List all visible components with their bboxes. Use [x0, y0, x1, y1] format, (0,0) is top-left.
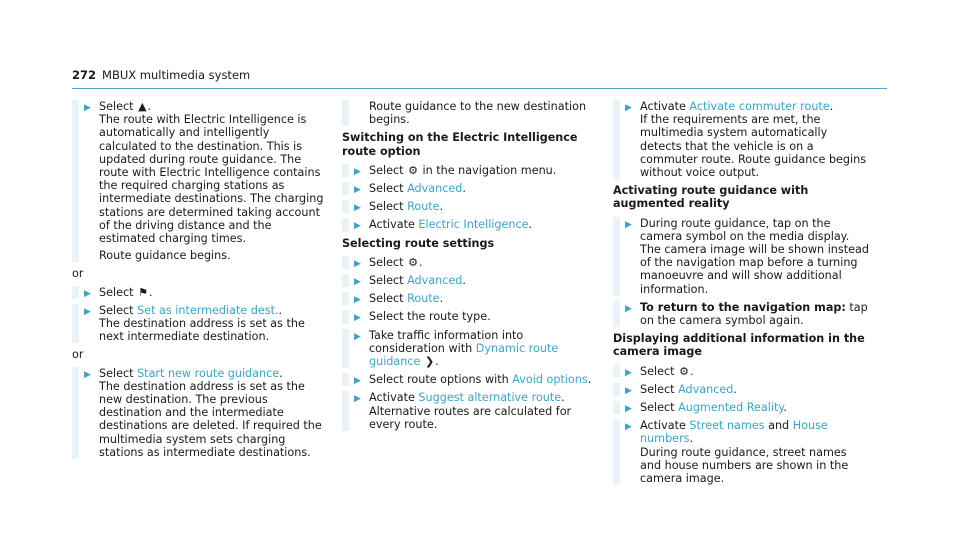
arrow-right-icon: ▶ — [84, 306, 91, 317]
column-1 — [72, 100, 330, 464]
chevron-right-icon: ❯ — [424, 355, 435, 369]
arrow-right-icon: ▶ — [625, 367, 632, 378]
section-heading: Selecting route settings — [342, 236, 495, 250]
arrow-right-icon: ▶ — [354, 376, 361, 387]
arrow-right-icon: ▶ — [354, 295, 361, 306]
step-block: ▶ Select ▲. The route with Electric Intelligence is automatically and intelligently calculated to the destination. This is updated during route guidance. The route with Electric Intelligence contains the required charging stations as intermediate destinations. The charging stations are determined taking account of the driving distance and the estimated charging times. Route guidance begins. — [72, 100, 330, 262]
arrow-right-icon: ▶ — [354, 203, 361, 214]
arrow-right-icon: ▶ — [625, 385, 632, 396]
header-rule — [72, 88, 887, 89]
or-text: or — [72, 348, 84, 362]
step-block: ▶ Select Start new route guidance. The destination address is set as the new destination. The previous destination and the intermediate destinations are deleted. If required the multimedia system sets charging stations as intermediate destinations. — [72, 367, 330, 459]
header-title: MBUX multimedia system — [102, 68, 251, 82]
step-block: ▶ Select Set as intermediate dest.. The destination address is set as the next intermediate destination. — [72, 304, 330, 344]
settings-gear-icon: ⚙ — [679, 364, 689, 378]
arrow-right-icon: ▶ — [354, 394, 361, 405]
arrow-right-icon: ▶ — [354, 313, 361, 324]
arrow-right-icon: ▶ — [625, 219, 632, 230]
destination-flag-icon: ⚑ — [138, 285, 148, 299]
arrow-right-icon: ▶ — [84, 103, 91, 113]
column-2: Route guidance to the new destination begins. Switching on the Electric Intelligence route option ▶ Select ⚙ in the navigation menu. ▶ Select Advanced. ▶ Select Route. ▶ Activate Electric Intelligence. Selecting route settings ▶ Select ⚙. ▶ Select Advanced. ▶ Select Route. ▶ Select the route type. ▶ Take traffic information into consideration with Dynamic route guidance ❯. ▶ Select route options with Avoid options. ▶ Activate Suggest alternative route. Alternative routes are calculated for every route. — [342, 100, 600, 436]
column-3: ▶ Activate Activate commuter route. If the requirements are met, the multimedia system automatically detects that the vehicle is on a commuter route. Route guidance begins without voice output. Activating route guidance with augmented reality ▶ During route guidance, tap on the camera symbol on the media display. The camera image will be shown instead of the navigation map before a turning manoeuvre and will show additional information. ▶ To return to the navigation map: tap on the camera symbol again. Displaying additional information in the camera image ▶ Select ⚙. ▶ Select Advanced. ▶ Select Augmented Reality. ▶ Activate Street names and House numbers. During route guidance, street names and house numbers are shown in the camera image. — [613, 100, 871, 490]
arrow-right-icon: ▶ — [625, 422, 632, 433]
section-heading: Displaying additional information in the camera image — [613, 332, 865, 359]
arrow-right-icon: ▶ — [354, 331, 361, 342]
arrow-right-icon: ▶ — [354, 277, 361, 288]
arrow-right-icon: ▶ — [354, 258, 361, 269]
arrow-right-icon: ▶ — [354, 166, 361, 177]
settings-gear-icon: ⚙ — [408, 255, 418, 269]
or-text: or — [72, 267, 84, 281]
page-number: 272 — [72, 68, 97, 82]
arrow-right-icon: ▶ — [354, 221, 361, 232]
section-heading: Activating route guidance with augmented reality — [613, 184, 809, 211]
arrow-right-icon: ▶ — [625, 404, 632, 415]
section-heading: Switching on the Electric Intelligence route option — [342, 131, 578, 158]
arrow-right-icon: ▶ — [84, 369, 91, 380]
arrow-right-icon: ▶ — [625, 303, 632, 314]
step-block: ▶ Select ⚑. — [72, 286, 330, 299]
settings-gear-icon: ⚙ — [408, 163, 418, 177]
navigation-arrow-icon: ▲ — [138, 100, 147, 113]
page-header — [72, 68, 250, 82]
arrow-right-icon: ▶ — [354, 185, 361, 196]
arrow-right-icon: ▶ — [84, 288, 91, 299]
arrow-right-icon: ▶ — [625, 103, 632, 113]
step-block: Route guidance to the new destination begins. — [342, 100, 600, 126]
